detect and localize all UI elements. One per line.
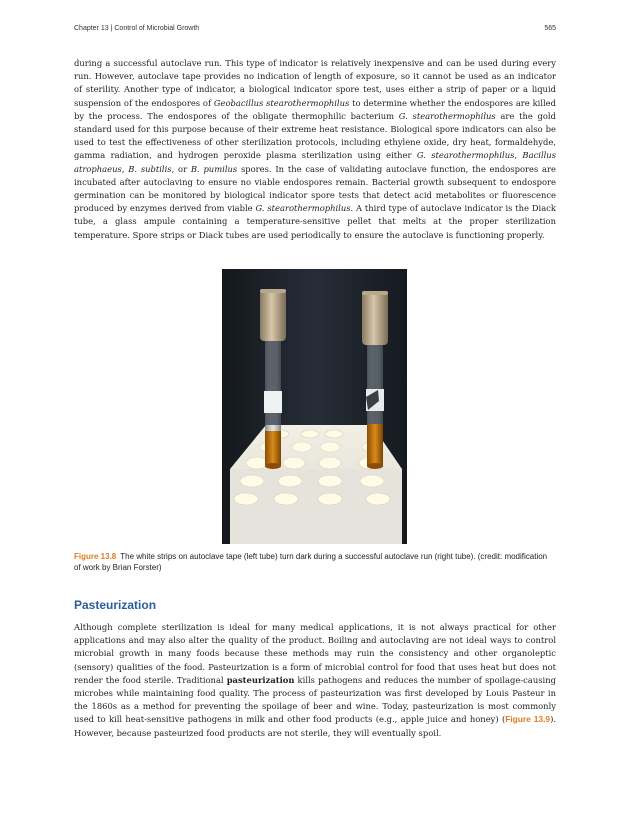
paragraph-pasteurization: Although complete sterilization is ideal for many medical applications, it is not always practical for other applications and may also alter the quality of the product. Boiling and autoclaving are not ideal ways to control microbial growth in many foods because these methods may ruin the consistency and other organoleptic (sensory) qualities of the food. Pasteurization is a form of microbial control for food that uses heat but does not render the food sterile. Traditional pasteurization kills pathogens and reduces the number of spoilage-causing microbes while maintaining food quality. The process of pasteurization was first developed by Louis Pasteur in the 1860s as a method for preventing the spoilage of beer and wine. Today, pasteurization is most commonly used to kill heat-sensitive pathogens in milk and other food products (e.g., apple juice and honey) (Figure 13.9). However, because pasteurized food products are not sterile, they will eventually spoil.: [74, 622, 556, 738]
species-name: Geobacillus stearothermophilus: [213, 97, 350, 108]
autoclave-tubes-photo: [222, 269, 407, 544]
running-head: [74, 25, 556, 37]
species-name: G. stearothermophilus: [398, 110, 496, 121]
key-term: pasteurization: [226, 674, 295, 685]
chapter-title: Control of Microbial Growth: [114, 25, 200, 32]
running-head-chapter: [74, 25, 199, 32]
species-name: G. stearothermophilus: [416, 150, 515, 161]
section-heading-pasteurization: Pasteurization: [74, 598, 157, 612]
species-name: B. subtilis: [128, 163, 172, 174]
header-separator: |: [110, 25, 113, 32]
figure-autoclave-tubes: [222, 269, 407, 544]
chapter-number: Chapter 13: [74, 25, 109, 32]
figure-caption: [74, 551, 556, 573]
paragraph-autoclave-indicators: during a successful autoclave run. This type of indicator is relatively inexpensive and can be used during every run. However, autoclave tape provides no indication of length of exposure, so it cannot be used as an indicator of sterility. Another type of indicator, a biological indicator spore test, uses either a strip of paper or a liquid suspension of the endospores of Geobacillus stearothermophilus to determine whether the endospores are killed by the process. The endospores of the obligate thermophilic bacterium G. stearothermophilus are the gold standard used for this purpose because of their extreme heat resistance. Biological spore indicators can also be used to test the effectiveness of other sterilization protocols, including ethylene oxide, dry heat, formaldehyde, gamma radiation, and hydrogen peroxide plasma sterilization using either G. stearothermophilus, Bacillus atrophaeus, B. subtilis, or B. pumilus spores. In the case of validating autoclave function, the endospores are incubated after autoclaving to ensure no viable endospores remain. Bacterial growth subsequent to endospore germination can be monitored by biological indicator spore tests that detect acid metabolites or fluorescence produced by enzymes derived from viable G. stearothermophilus. A third type of autoclave indicator is the Diack tube, a glass ampule containing a temperature-sensitive pellet that melts at the proper sterilization temperature. Spore strips or Diack tubes are used periodically to ensure the autoclave is functioning properly.: [74, 58, 557, 240]
species-name: G. stearothermophilus: [255, 203, 351, 214]
page-number: 565: [544, 25, 556, 32]
autoclave-tape-white: [264, 391, 282, 413]
figure-13-9-link[interactable]: Figure 13.9: [505, 714, 551, 725]
species-name: Bacillus atrophaeus: [74, 150, 556, 174]
species-name: B. pumilus: [190, 163, 238, 174]
figure-caption-text: The white strips on autoclave tape (left tube) turn dark during a successful autoclave run (right tube). (credit: modification of work by Brian Forster): [74, 552, 548, 572]
figure-label: Figure 13.8: [74, 552, 117, 561]
